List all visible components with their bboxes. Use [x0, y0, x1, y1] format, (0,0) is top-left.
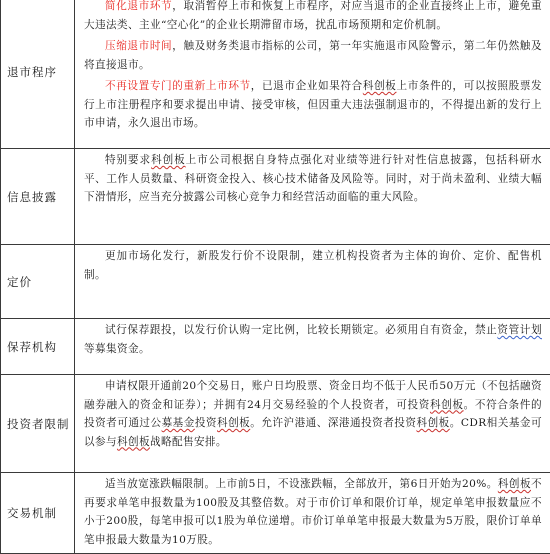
row-label: 交易机制	[1, 473, 75, 554]
text-run: 压缩退市时间	[105, 40, 172, 52]
text-run: 。不符合条件的投资者可通过公	[84, 399, 542, 430]
table-row	[1, 473, 550, 554]
row-label: 保荐机构	[1, 319, 75, 375]
text-run: 上市公司根据自身特点强化对业绩等进行针对性信息披露，包括科研水平、工作人员数量、科研资金投入、核心技术储备及风险等。同时，对于尚未盈利、业绩大幅下滑情形，应当充分披露公司核心竞争力和经营活动面临的重大风险。	[84, 154, 542, 203]
row-content	[75, 149, 550, 245]
row-content	[75, 375, 550, 473]
row-label: 投资者限制	[1, 375, 75, 473]
paragraph	[84, 151, 542, 207]
paragraph	[84, 321, 542, 358]
text-run: 上市条件的，可以按照股票发行上市注册程序和要求提出申请、接受审核，但因重大违法强制退市的，不得提出新的发行上市申请，永久退出市场。	[84, 80, 542, 129]
text-run: 科创板	[217, 417, 250, 429]
text-run: 科创板	[498, 478, 531, 490]
text-run: 资管计划	[497, 324, 542, 336]
text-run: 试行保荐跟投，以发行价认购一定比例，比较长期锁定。必须用自有资金，禁止	[105, 324, 497, 336]
text-run: 科创板	[151, 154, 186, 166]
text-run: 。允许沪港通、深港通投资者投资	[250, 417, 416, 429]
text-run: 战略配售安排。	[150, 436, 227, 448]
row-label: 退市程序	[1, 0, 75, 149]
paragraph	[84, 37, 542, 74]
text-run: 特别要求	[105, 154, 151, 166]
paragraph	[84, 77, 542, 133]
row-content	[75, 473, 550, 554]
table-row	[1, 149, 550, 245]
text-run: 不再设置专门的重新上市环节	[105, 80, 251, 92]
row-content	[75, 0, 550, 149]
row-content	[75, 319, 550, 375]
table-row	[1, 319, 550, 375]
table-row	[1, 0, 550, 149]
paragraph	[84, 0, 542, 34]
text-run: 科创板	[416, 417, 449, 429]
paragraph	[84, 247, 542, 284]
text-run: 等募集资金。	[84, 343, 150, 355]
text-run: 科创板	[363, 80, 397, 92]
text-run: 简化退市环节	[105, 0, 172, 12]
text-run: 更加市场化发行，新股发行价不设限制，建立机构投资者为主体的询价、定价、配售机制。	[84, 250, 542, 281]
text-run: ，触及财务类退市指标的公司，第一年实施退市风险警示，第二年仍然触及将直接退市。	[84, 40, 542, 71]
row-label: 信息披露	[1, 149, 75, 245]
text-run: ，取消暂停上市和恢复上市程序，对应当退市的企业直接终止上市，避免重大违法类、主业“空心化”的企业长期滞留市场，扰乱市场预期和定价机制。	[84, 0, 542, 31]
text-run: 适当放宽涨跌幅限制。上市前5日，不设涨跌幅，全部放开，第6日开始为20%。	[105, 478, 498, 490]
text-run: 科创板	[430, 399, 464, 411]
text-run: 不再要求单笔申报数量为100股及其整倍数。对于市价订单和限价订单，规定单笔申报数量应不小于200股，每笔申报可以1股为单位递增。市价订单单笔申报最大数量为5万股，限价订单单笔申报最大数量为10万股。	[84, 478, 542, 546]
paragraph	[84, 377, 542, 451]
text-run: ，已退市企业如果符合	[251, 80, 363, 92]
row-content	[75, 245, 550, 319]
text-run: 。CDR相关基金可以参与	[84, 417, 542, 448]
text-run: 投资	[195, 417, 217, 429]
row-label: 定价	[1, 245, 75, 319]
table-row	[1, 245, 550, 319]
text-run: 募基金	[162, 417, 195, 429]
text-run: 科创板	[117, 436, 150, 448]
paragraph	[84, 475, 542, 549]
text-run: 申请权限开通前20个交易日，账户日均股票、资金日均不低于人民币50万元（不包括融资融券融入的资金和证券）；并拥有24月交易经验的个人投资者，可投资	[84, 380, 542, 411]
table-row	[1, 375, 550, 473]
